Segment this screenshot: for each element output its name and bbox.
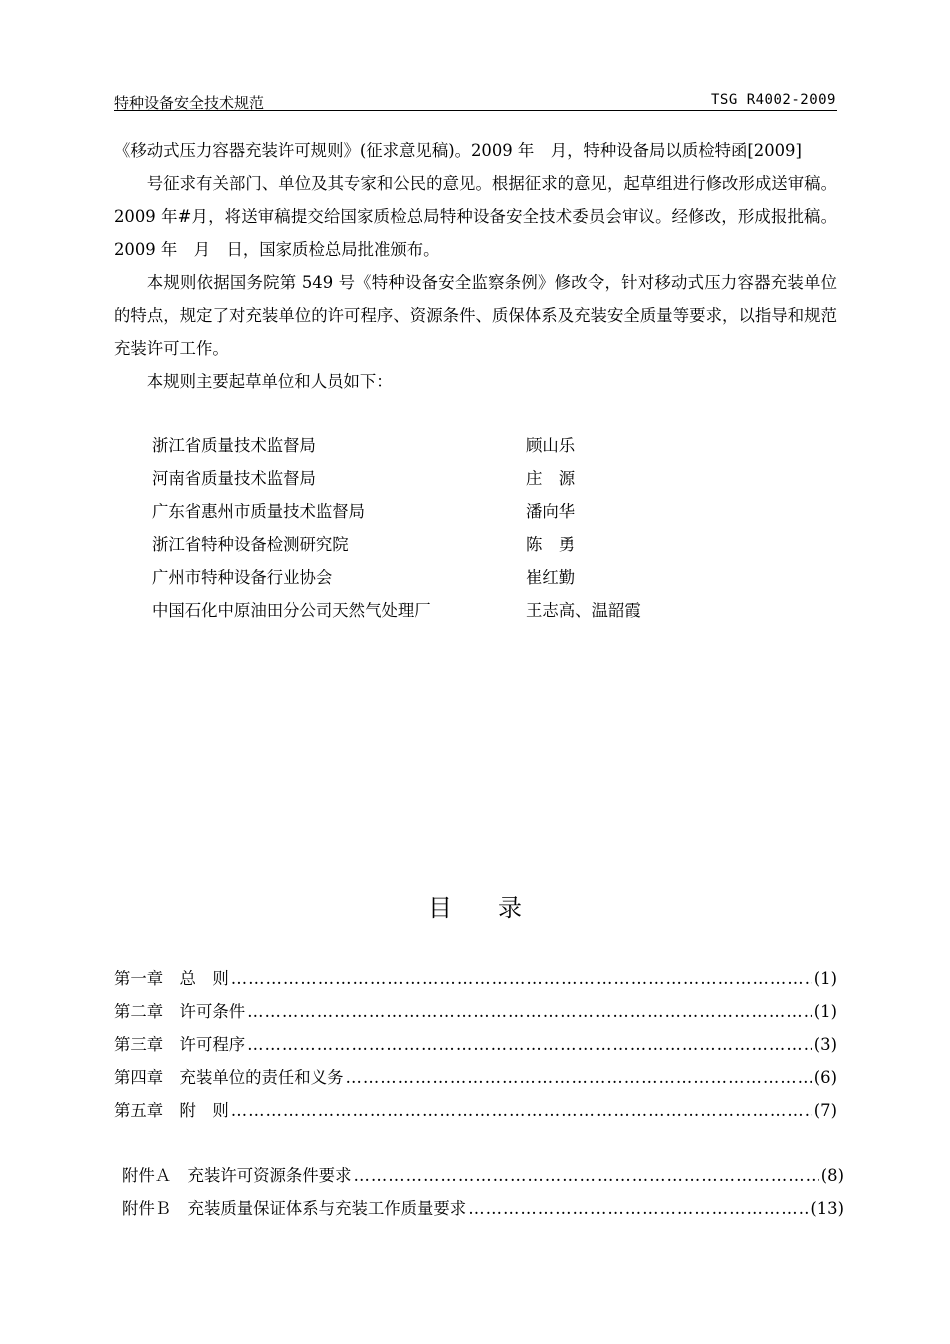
drafter-row bbox=[152, 528, 752, 561]
toc-leader-dots bbox=[231, 962, 812, 995]
toc-entry-page: (13) bbox=[810, 1199, 844, 1218]
toc-appendix-entry[interactable] bbox=[122, 1159, 844, 1192]
toc-entry-label: 附件Ａ 充装许可资源条件要求 bbox=[122, 1166, 352, 1185]
drafter-person: 王志高、温韶霞 bbox=[526, 601, 641, 620]
toc-leader-dots bbox=[231, 1094, 812, 1127]
toc-chapters bbox=[114, 962, 837, 1127]
drafter-person: 顾山乐 bbox=[526, 436, 576, 455]
toc-entry-page: (3) bbox=[813, 1035, 837, 1054]
toc-entry[interactable] bbox=[114, 962, 837, 995]
toc-appendices bbox=[122, 1159, 844, 1225]
paragraph-drafters-intro: 本规则主要起草单位和人员如下： bbox=[146, 372, 393, 391]
drafter-person: 庄 源 bbox=[526, 469, 576, 488]
drafter-person: 崔红勤 bbox=[526, 568, 576, 587]
toc-entry[interactable] bbox=[114, 1028, 837, 1061]
header-rule bbox=[114, 110, 837, 111]
toc-entry-page: (8) bbox=[820, 1166, 844, 1185]
toc-entry-label: 第三章 许可程序 bbox=[114, 1035, 246, 1054]
drafter-org: 浙江省质量技术监督局 bbox=[152, 436, 316, 455]
toc-entry-label: 第二章 许可条件 bbox=[114, 1002, 246, 1021]
drafter-row bbox=[152, 495, 752, 528]
toc-entry-page: (1) bbox=[813, 1002, 837, 1021]
toc-entry[interactable] bbox=[114, 995, 837, 1028]
drafter-row bbox=[152, 429, 752, 462]
toc-entry-label: 附件Ｂ 充装质量保证体系与充装工作质量要求 bbox=[122, 1199, 467, 1218]
paragraph-continuation: 《移动式压力容器充装许可规则》(征求意见稿)。2009 年 月，特种设备局以质检特函[2009] bbox=[114, 141, 802, 160]
header-code: TSG R4002-2009 bbox=[710, 92, 836, 108]
toc-entry-page: (6) bbox=[813, 1068, 837, 1087]
header-title: 特种设备安全技术规范 bbox=[114, 94, 265, 112]
toc-entry[interactable] bbox=[114, 1094, 837, 1127]
toc-leader-dots bbox=[468, 1192, 808, 1225]
drafter-row bbox=[152, 594, 752, 627]
toc-leader-dots bbox=[247, 995, 812, 1028]
toc-entry-label: 第五章 附 则 bbox=[114, 1101, 229, 1120]
toc-leader-dots bbox=[353, 1159, 818, 1192]
drafter-org: 河南省质量技术监督局 bbox=[152, 469, 316, 488]
drafter-org: 中国石化中原油田分公司天然气处理厂 bbox=[152, 601, 431, 620]
drafter-org: 浙江省特种设备检测研究院 bbox=[152, 535, 349, 554]
drafter-person: 潘向华 bbox=[526, 502, 576, 521]
toc-leader-dots bbox=[345, 1061, 811, 1094]
toc-appendix-entry[interactable] bbox=[122, 1192, 844, 1225]
toc-title: 目录 bbox=[428, 894, 568, 922]
drafter-row bbox=[152, 561, 752, 594]
toc-entry-page: (7) bbox=[813, 1101, 837, 1120]
toc-entry-page: (1) bbox=[813, 969, 837, 988]
paragraph-drafting-history: 号征求有关部门、单位及其专家和公民的意见。根据征求的意见，起草组进行修改形成送审稿。2009 年#月，将送审稿提交给国家质检总局特种设备安全技术委员会审议。经修改，形成报批稿。2009 年 月 日，国家质检总局批准颁布。 bbox=[114, 174, 837, 259]
drafter-org: 广东省惠州市质量技术监督局 bbox=[152, 502, 366, 521]
paragraph-basis: 本规则依据国务院第 549 号《特种设备安全监察条例》修改令，针对移动式压力容器充装单位的特点，规定了对充装单位的许可程序、资源条件、质保体系及充装安全质量等要求，以指导和规范充装许可工作。 bbox=[114, 273, 837, 358]
toc-entry[interactable] bbox=[114, 1061, 837, 1094]
toc-entry-label: 第一章 总 则 bbox=[114, 969, 229, 988]
drafter-person: 陈 勇 bbox=[526, 535, 576, 554]
drafter-org: 广州市特种设备行业协会 bbox=[152, 568, 333, 587]
preface-body bbox=[114, 134, 837, 398]
toc-entry-label: 第四章 充装单位的责任和义务 bbox=[114, 1068, 344, 1087]
drafter-row bbox=[152, 462, 752, 495]
toc-leader-dots bbox=[247, 1028, 812, 1061]
drafters-list bbox=[152, 429, 752, 627]
